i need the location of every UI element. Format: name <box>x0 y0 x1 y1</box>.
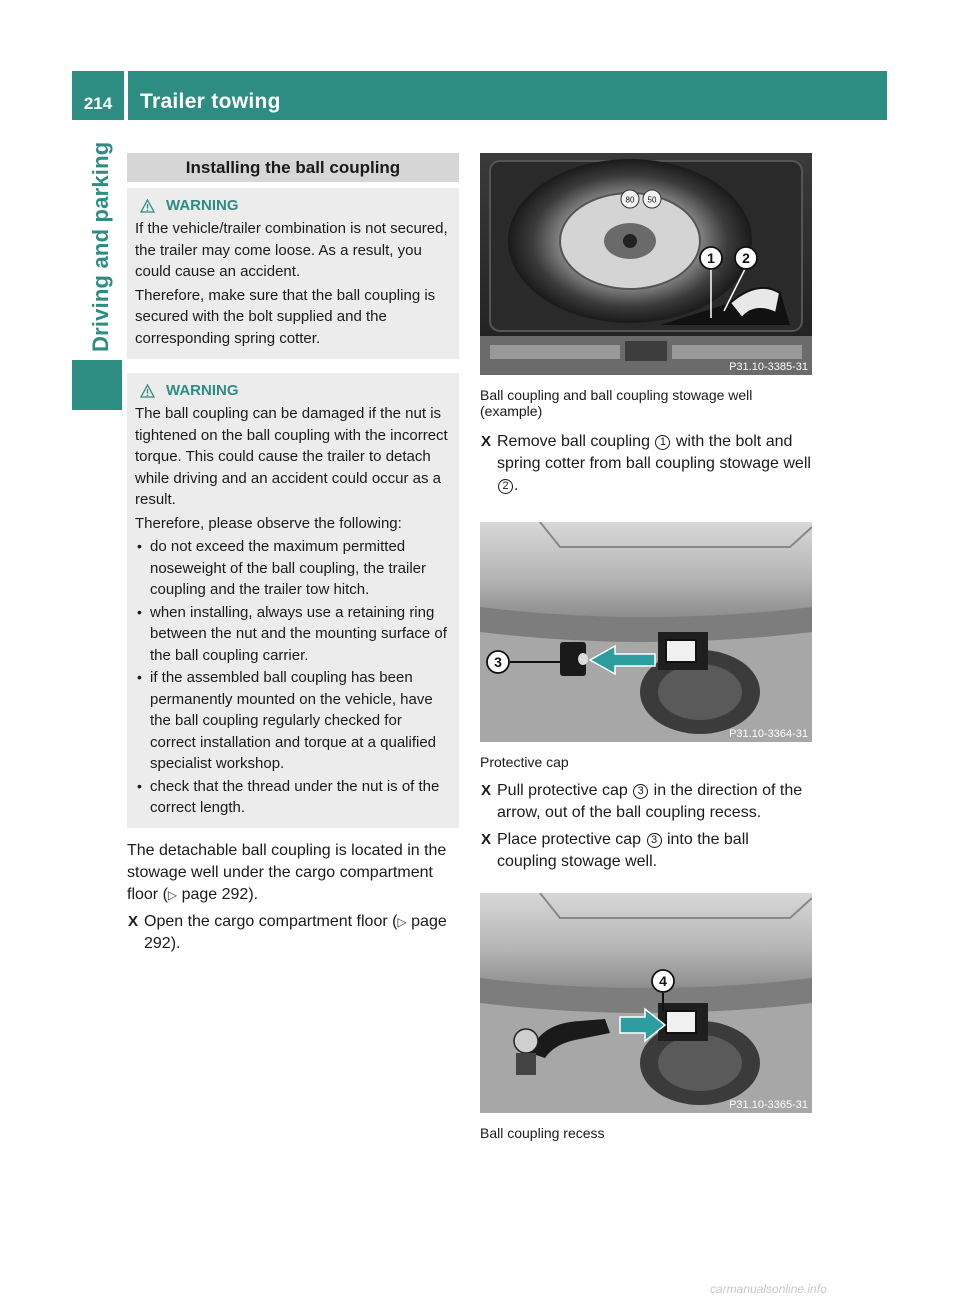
list-item: • check that the thread under the nut is of the correct length. <box>135 776 451 819</box>
left-column <box>127 153 459 955</box>
callout-ref-icon: 1 <box>655 435 670 450</box>
warning-heading-text: WARNING <box>166 197 239 214</box>
badge-text: 50 <box>647 195 657 205</box>
side-tab-marker <box>72 360 122 410</box>
side-tab-label: Driving and parking <box>88 141 113 352</box>
callout-label: 4 <box>659 973 667 989</box>
chapter-title: Trailer towing <box>140 90 281 113</box>
figure-stowage-well <box>480 153 812 375</box>
figure-caption: Protective cap <box>480 754 569 770</box>
warning-heading <box>135 196 451 216</box>
warning-triangle-icon <box>140 384 155 398</box>
warning-heading-text: WARNING <box>166 382 239 399</box>
figure-code: P31.10-3365-31 <box>729 1099 808 1111</box>
callout-ref-icon: 3 <box>633 784 648 799</box>
figure-caption: Ball coupling and ball coupling stowage well (example) <box>480 387 753 419</box>
header-separator <box>124 71 128 120</box>
page-reference-link[interactable]: page 292 <box>181 885 249 903</box>
warning-heading <box>135 381 451 401</box>
list-item: • if the assembled ball coupling has been permanently mounted on the vehicle, have the ball coupling regularly checked for correct installation and torque at a qualified specialist workshop. <box>135 667 451 775</box>
step-marker-icon: X <box>128 912 139 930</box>
callout-label: 2 <box>742 250 750 266</box>
step-marker-icon: X <box>481 433 492 450</box>
callout-ref-icon: 3 <box>647 833 662 848</box>
badge-text: 80 <box>625 195 635 205</box>
body-paragraph: The detachable ball coupling is located in the stowage well under the cargo compartment floor (▷ page 292). <box>127 841 447 903</box>
stowage-well-photo <box>480 153 812 375</box>
list-item: • when installing, always use a retaining ring between the nut and the mounting surface of the ball coupling carrier. <box>135 602 451 667</box>
callout-label: 3 <box>494 654 502 670</box>
callout-ref-icon: 2 <box>498 479 513 494</box>
page-reference-link[interactable]: page 292 <box>144 912 447 952</box>
step-marker-icon: X <box>481 831 492 848</box>
step-marker-icon: X <box>481 782 492 799</box>
warning-bullet-list <box>135 536 451 819</box>
instruction-step: X Remove ball coupling 1 with the bolt and spring cotter from ball coupling stowage well 2 . <box>481 433 811 494</box>
figure-code: P31.10-3364-31 <box>729 728 808 740</box>
figure-ball-coupling-recess <box>480 893 812 1113</box>
figure-protective-cap <box>480 522 812 742</box>
right-column <box>480 153 812 1141</box>
figure-caption: Ball coupling recess <box>480 1125 605 1141</box>
page-number: 214 <box>83 94 113 113</box>
instruction-step: X Place protective cap 3 into the ball coupling stowage well. <box>481 831 749 870</box>
section-title: Installing the ball coupling <box>127 153 459 182</box>
protective-cap-photo <box>480 522 812 742</box>
warning-box-2 <box>127 373 459 828</box>
warning-text: The ball coupling can be damaged if the nut is tightened on the ball coupling with the incorrect torque. This could cause the trailer to detach while driving and an accident could occur as a result. <box>135 405 448 508</box>
warning-triangle-icon <box>140 199 155 213</box>
warning-text: If the vehicle/trailer combination is not secured, the trailer may come loose. As a result, you could cause an accident. <box>135 220 448 280</box>
warning-text: Therefore, make sure that the ball coupling is secured with the bolt supplied and the corresponding spring cotter. <box>135 286 436 347</box>
page-reference-icon: ▷ <box>397 914 407 929</box>
page-reference-icon: ▷ <box>167 887 178 902</box>
callout-label: 1 <box>707 250 715 266</box>
instruction-step: X Pull protective cap 3 in the direction of the arrow, out of the ball coupling recess. <box>481 782 803 821</box>
ball-coupling-recess-photo <box>480 893 812 1113</box>
warning-text: Therefore, please observe the following: <box>135 514 402 532</box>
list-item: • do not exceed the maximum permitted noseweight of the ball coupling, the trailer coupling and the trailer tow hitch. <box>135 536 451 601</box>
warning-box-1 <box>127 188 459 359</box>
figure-code: P31.10-3385-31 <box>729 361 808 373</box>
watermark: carmanualsonline.info <box>710 1282 827 1296</box>
instruction-step: X Open the cargo compartment floor (▷ page 292). <box>128 912 447 952</box>
